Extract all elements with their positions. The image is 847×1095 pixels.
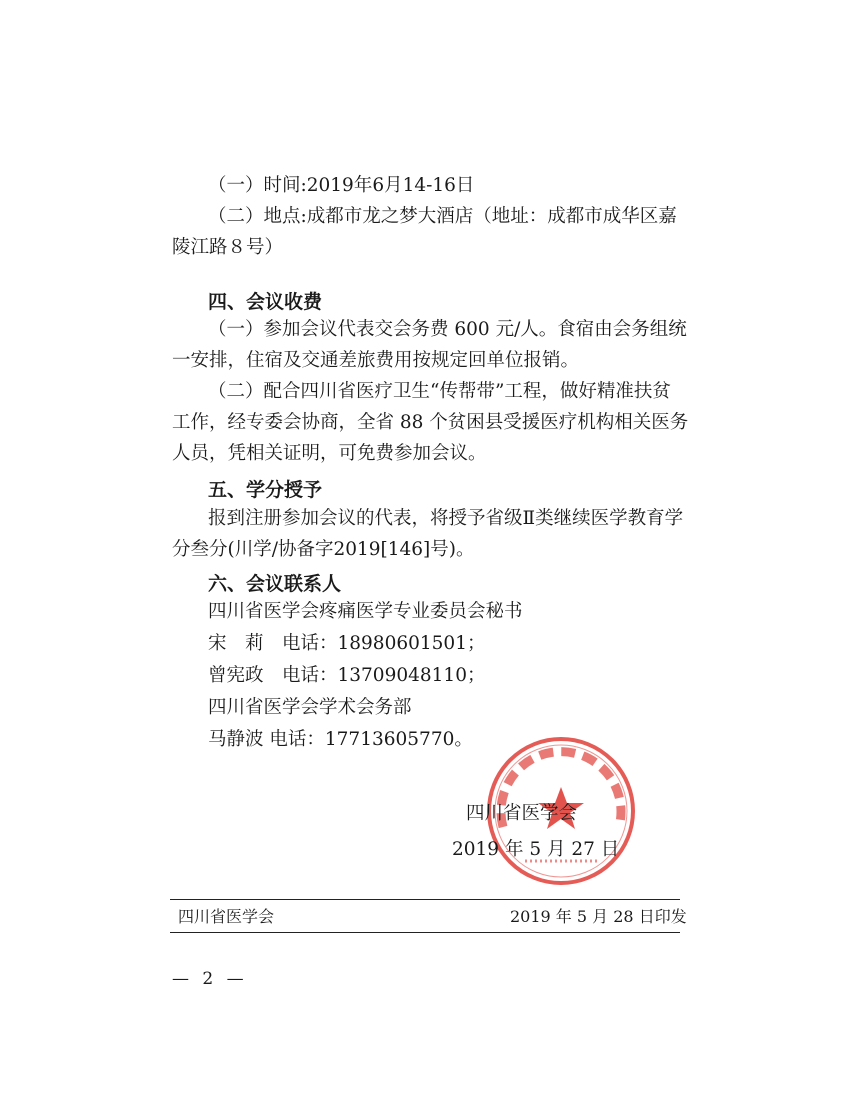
section-heading-credits: 五、学分授予 <box>208 479 323 501</box>
meeting-location-line1: （二）地点:成都市龙之梦大酒店（地址：成都市成华区嘉 <box>208 206 677 227</box>
fees-item1-line2: 一安排，住宿及交通差旅费用按规定回单位报销。 <box>172 350 580 371</box>
contact-song-li: 宋 莉 电话：18980601501； <box>208 633 486 654</box>
footer-print-date: 2019 年 5 月 28 日印发 <box>510 907 687 926</box>
contact-ma-jingbo: 马静波 电话：17713605770。 <box>208 729 473 750</box>
fees-item2-line1: （二）配合四川省医疗卫生“传帮带”工程，做好精准扶贫 <box>208 381 671 402</box>
page-number: — 2 — <box>172 969 248 989</box>
meeting-time: （一）时间:2019年6月14-16日 <box>208 175 475 196</box>
contact-org-2: 四川省医学会学术会务部 <box>208 697 412 718</box>
meeting-location-line2: 陵江路８号） <box>172 237 284 258</box>
signature-date: 2019 年 5 月 27 日 <box>452 839 620 860</box>
footer-issuer: 四川省医学会 <box>178 907 275 926</box>
section-heading-fees: 四、会议收费 <box>208 291 323 313</box>
credits-line2: 分叁分(川学/协备字2019[146]号)。 <box>172 539 475 560</box>
contact-org-1: 四川省医学会疼痛医学专业委员会秘书 <box>208 601 523 622</box>
footer-top-rule <box>170 899 680 900</box>
section-heading-contacts: 六、会议联系人 <box>208 573 342 595</box>
signature-org: 四川省医学会 <box>466 803 578 824</box>
fees-item2-line2: 工作，经专委会协商，全省 88 个贫困县受援医疗机构相关医务 <box>172 412 689 433</box>
fees-item2-line3: 人员，凭相关证明，可免费参加会议。 <box>172 443 487 464</box>
contact-zeng-xianzheng: 曾宪政 电话：13709048110； <box>208 665 486 686</box>
footer-bottom-rule <box>170 932 680 933</box>
credits-line1: 报到注册参加会议的代表，将授予省级Ⅱ类继续医学教育学 <box>208 508 684 529</box>
fees-item1-line1: （一）参加会议代表交会务费 600 元/人。食宿由会务组统 <box>208 319 687 340</box>
